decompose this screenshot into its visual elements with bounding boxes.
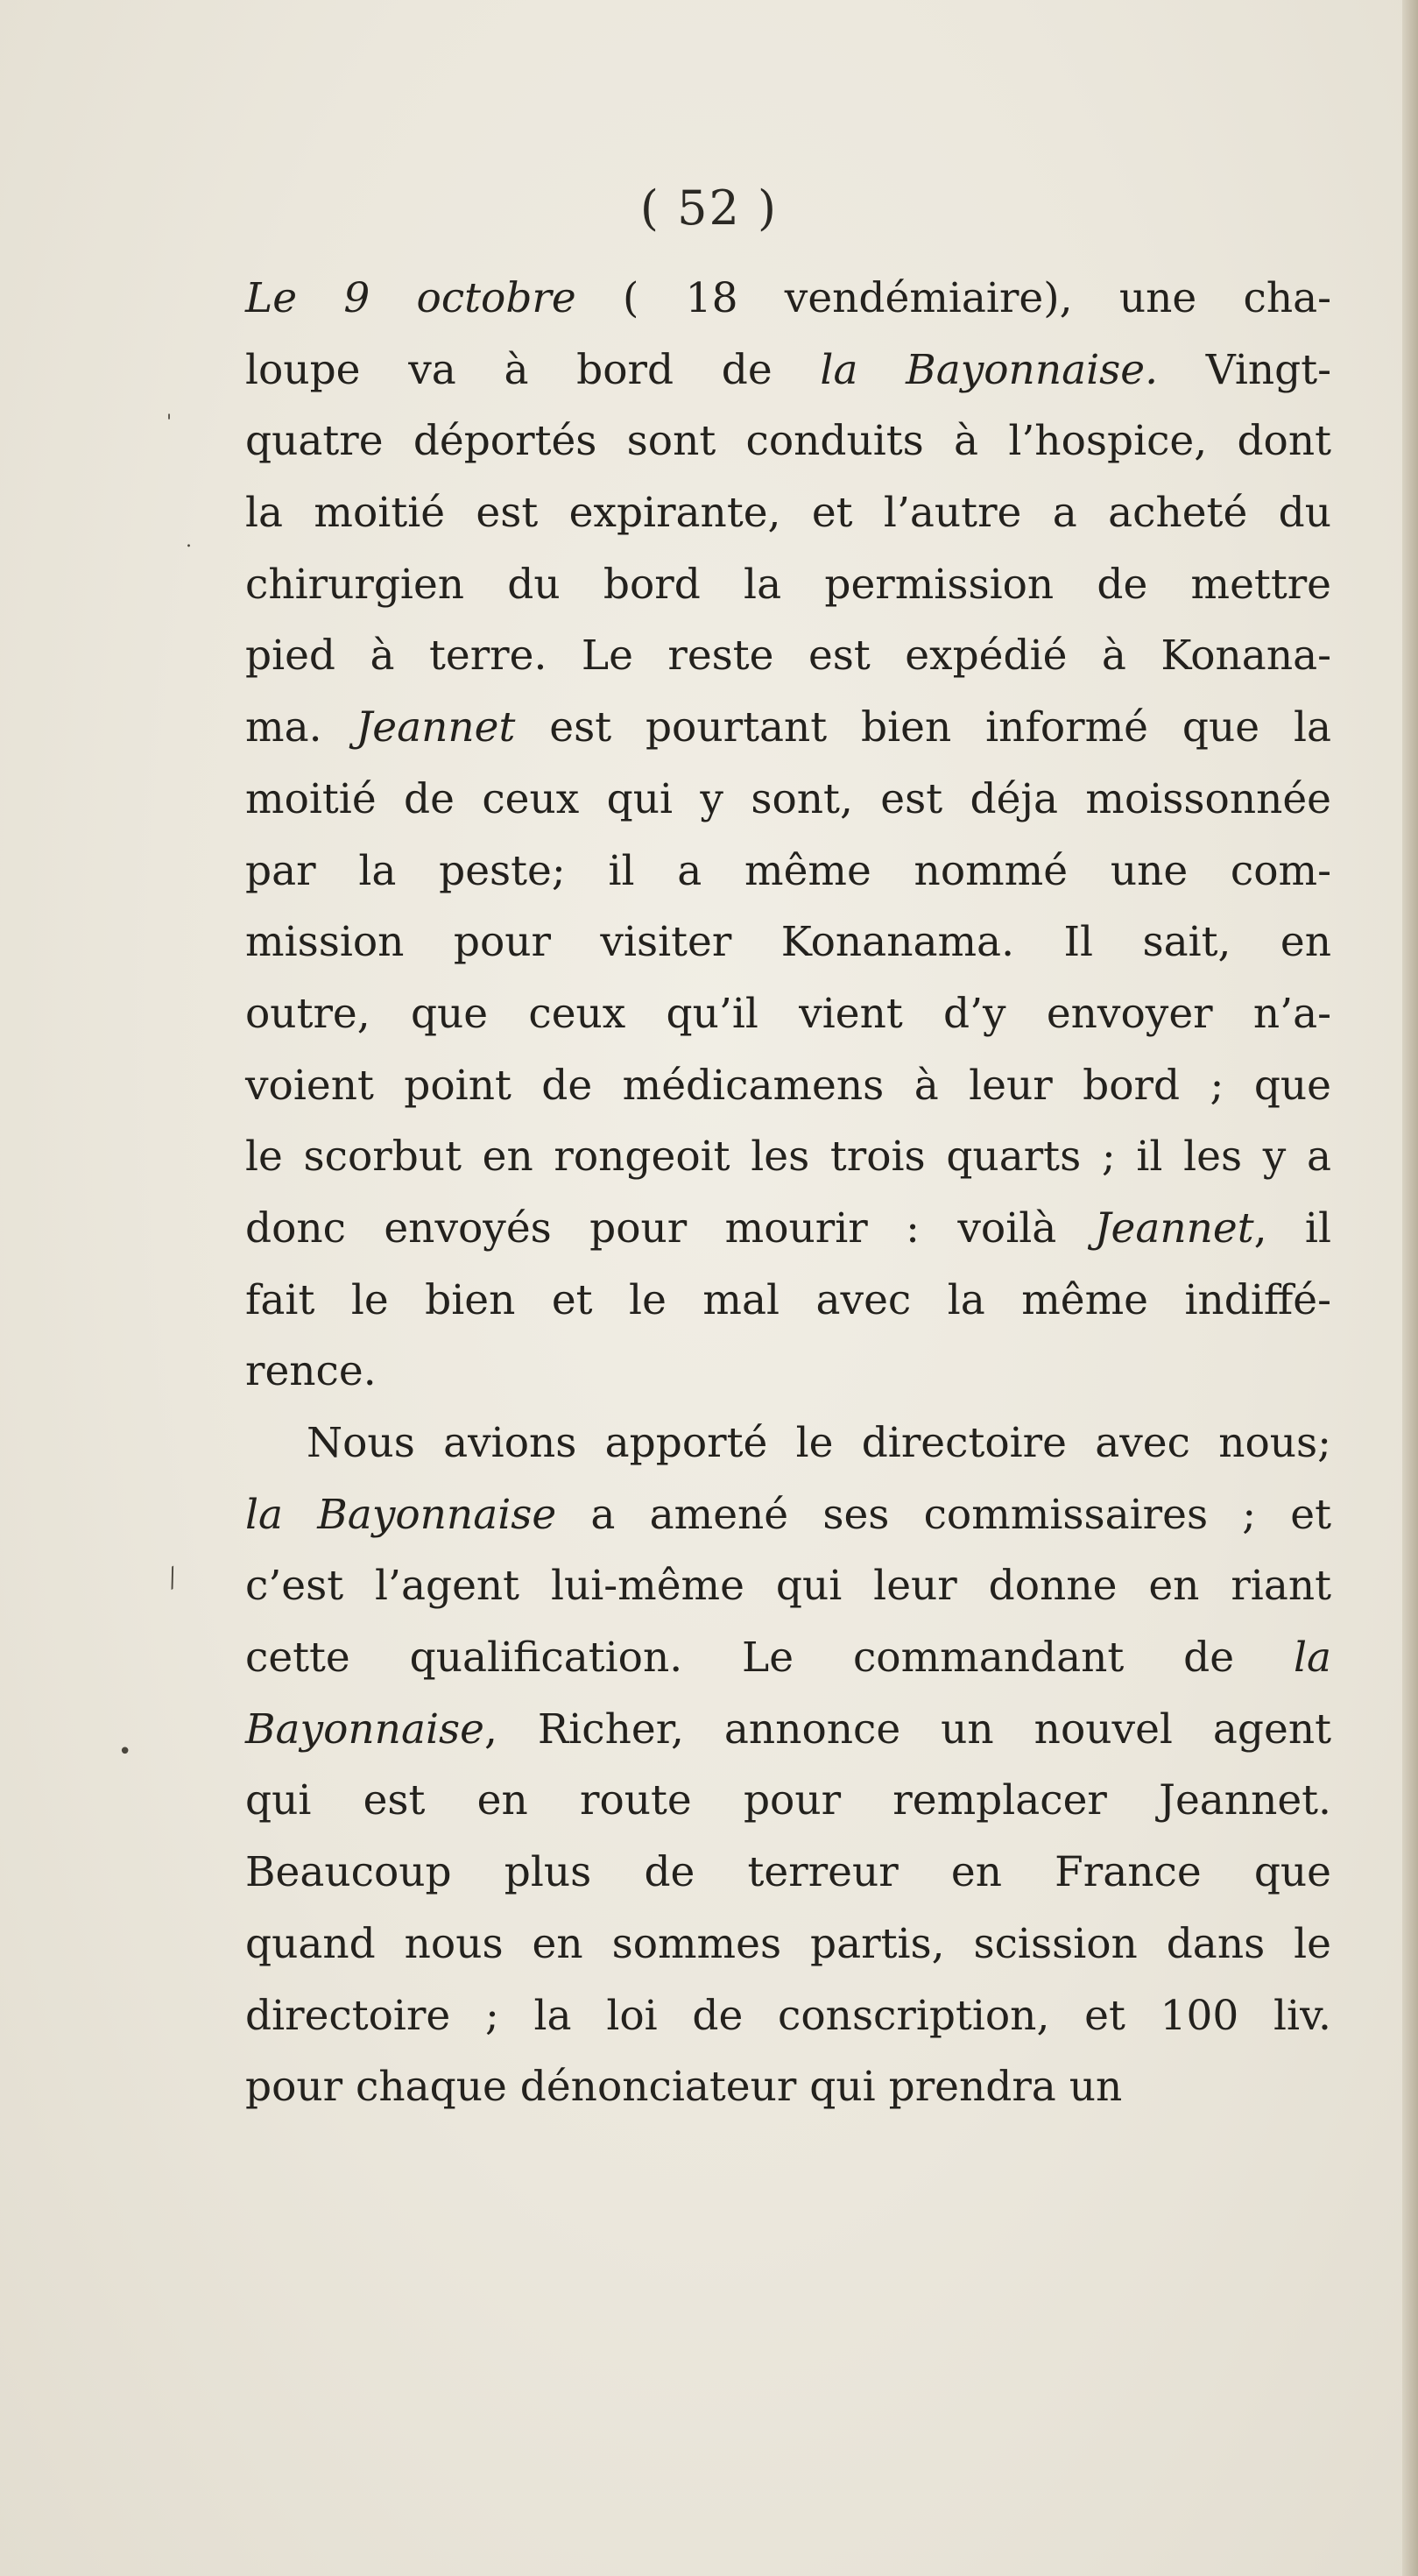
text-segment: , Richer, annonce un nouvel agent xyxy=(483,1704,1331,1754)
body-text xyxy=(245,263,1331,2123)
text-segment: moitié de ceux qui y sont, est déja moissonnée xyxy=(245,774,1331,823)
text-segment: , il xyxy=(1253,1203,1331,1253)
italic-segment: Jeannet xyxy=(356,703,516,752)
text-segment: quand nous en sommes partis, scission dans le xyxy=(245,1919,1331,1968)
text-line xyxy=(245,978,1331,1050)
text-segment: ma. xyxy=(245,703,356,752)
text-segment: Nous avions apporté le directoire avec nous; xyxy=(307,1419,1331,1467)
text-line xyxy=(245,1050,1331,1122)
margin-ink-mark: ⁄ xyxy=(163,1564,183,1593)
italic-segment: la xyxy=(1293,1634,1331,1683)
text-segment: quatre déportés sont conduits à l’hospice, dont xyxy=(245,417,1331,466)
text-line xyxy=(245,1336,1331,1408)
text-line xyxy=(245,1479,1331,1551)
text-segment: rence. xyxy=(245,1347,377,1396)
italic-segment: Le 9 octobre xyxy=(245,274,576,322)
italic-segment: la Bayonnaise xyxy=(245,1490,557,1539)
text-line xyxy=(245,406,1331,477)
text-line xyxy=(245,1980,1331,2052)
text-line xyxy=(245,764,1331,836)
text-line xyxy=(245,549,1331,621)
text-segment: Beaucoup plus de terreur en France que xyxy=(245,1848,1331,1897)
text-line xyxy=(245,1408,1331,1479)
text-line xyxy=(245,1765,1331,1837)
text-segment: le scorbut en rongeoit les trois quarts ; il les y a xyxy=(245,1133,1331,1182)
text-line xyxy=(245,620,1331,692)
text-segment: outre, que ceux qu’il vient d’y envoyer n’a- xyxy=(245,989,1331,1038)
text-segment: ( 18 vendémiaire), une cha- xyxy=(575,274,1331,322)
text-line xyxy=(245,1121,1331,1193)
text-segment: cette qualification. Le commandant de xyxy=(245,1634,1294,1683)
margin-ink-mark: • xyxy=(118,1739,132,1765)
page-edge-shadow xyxy=(1402,0,1418,2576)
text-segment: mission pour visiter Konanama. Il sait, en xyxy=(245,918,1331,967)
text-line xyxy=(245,1694,1331,1766)
text-line xyxy=(245,477,1331,549)
text-segment: donc envoyés pour mourir : voilà xyxy=(245,1203,1095,1253)
text-segment: loupe va à bord de xyxy=(245,345,821,394)
italic-segment: la Bayonnaise. xyxy=(820,345,1159,394)
text-segment: qui est en route pour remplacer Jeannet. xyxy=(245,1776,1331,1825)
text-segment: a amené ses commissaires ; et xyxy=(556,1490,1332,1539)
text-segment: directoire ; la loi de conscription, et 100 liv. xyxy=(245,1991,1331,2040)
text-line xyxy=(245,692,1331,764)
italic-segment: Jeannet xyxy=(1094,1203,1254,1253)
text-line xyxy=(245,2051,1331,2123)
text-line xyxy=(245,1909,1331,1980)
text-segment: c’est l’agent lui-même qui leur donne en riant xyxy=(245,1562,1331,1611)
text-line xyxy=(245,907,1331,978)
text-segment: par la peste; il a même nommé une com- xyxy=(245,846,1331,895)
margin-speck: ' xyxy=(166,412,173,434)
text-segment: chirurgien du bord la permission de mettre xyxy=(245,560,1331,609)
text-segment: est pourtant bien informé que la xyxy=(515,703,1332,752)
text-line xyxy=(245,1193,1331,1265)
text-segment: la moitié est expirante, et l’autre a acheté du xyxy=(245,489,1331,538)
text-segment: pour chaque dénonciateur qui prendra un xyxy=(245,2063,1123,2112)
text-line xyxy=(245,1550,1331,1622)
text-line xyxy=(245,1265,1331,1337)
text-segment: voient point de médicamens à leur bord ; que xyxy=(245,1061,1331,1110)
page-number: ( 52 ) xyxy=(639,180,779,236)
text-segment: Vingt- xyxy=(1158,345,1331,394)
text-line xyxy=(245,1622,1331,1694)
margin-speck: . xyxy=(186,530,192,552)
text-line xyxy=(245,335,1331,406)
text-segment: pied à terre. Le reste est expédié à Konana- xyxy=(245,632,1331,681)
text-line xyxy=(245,263,1331,335)
text-segment: fait le bien et le mal avec la même indiffé- xyxy=(245,1275,1331,1324)
text-line xyxy=(245,836,1331,907)
italic-segment: Bayonnaise xyxy=(245,1704,484,1754)
text-line xyxy=(245,1837,1331,1909)
